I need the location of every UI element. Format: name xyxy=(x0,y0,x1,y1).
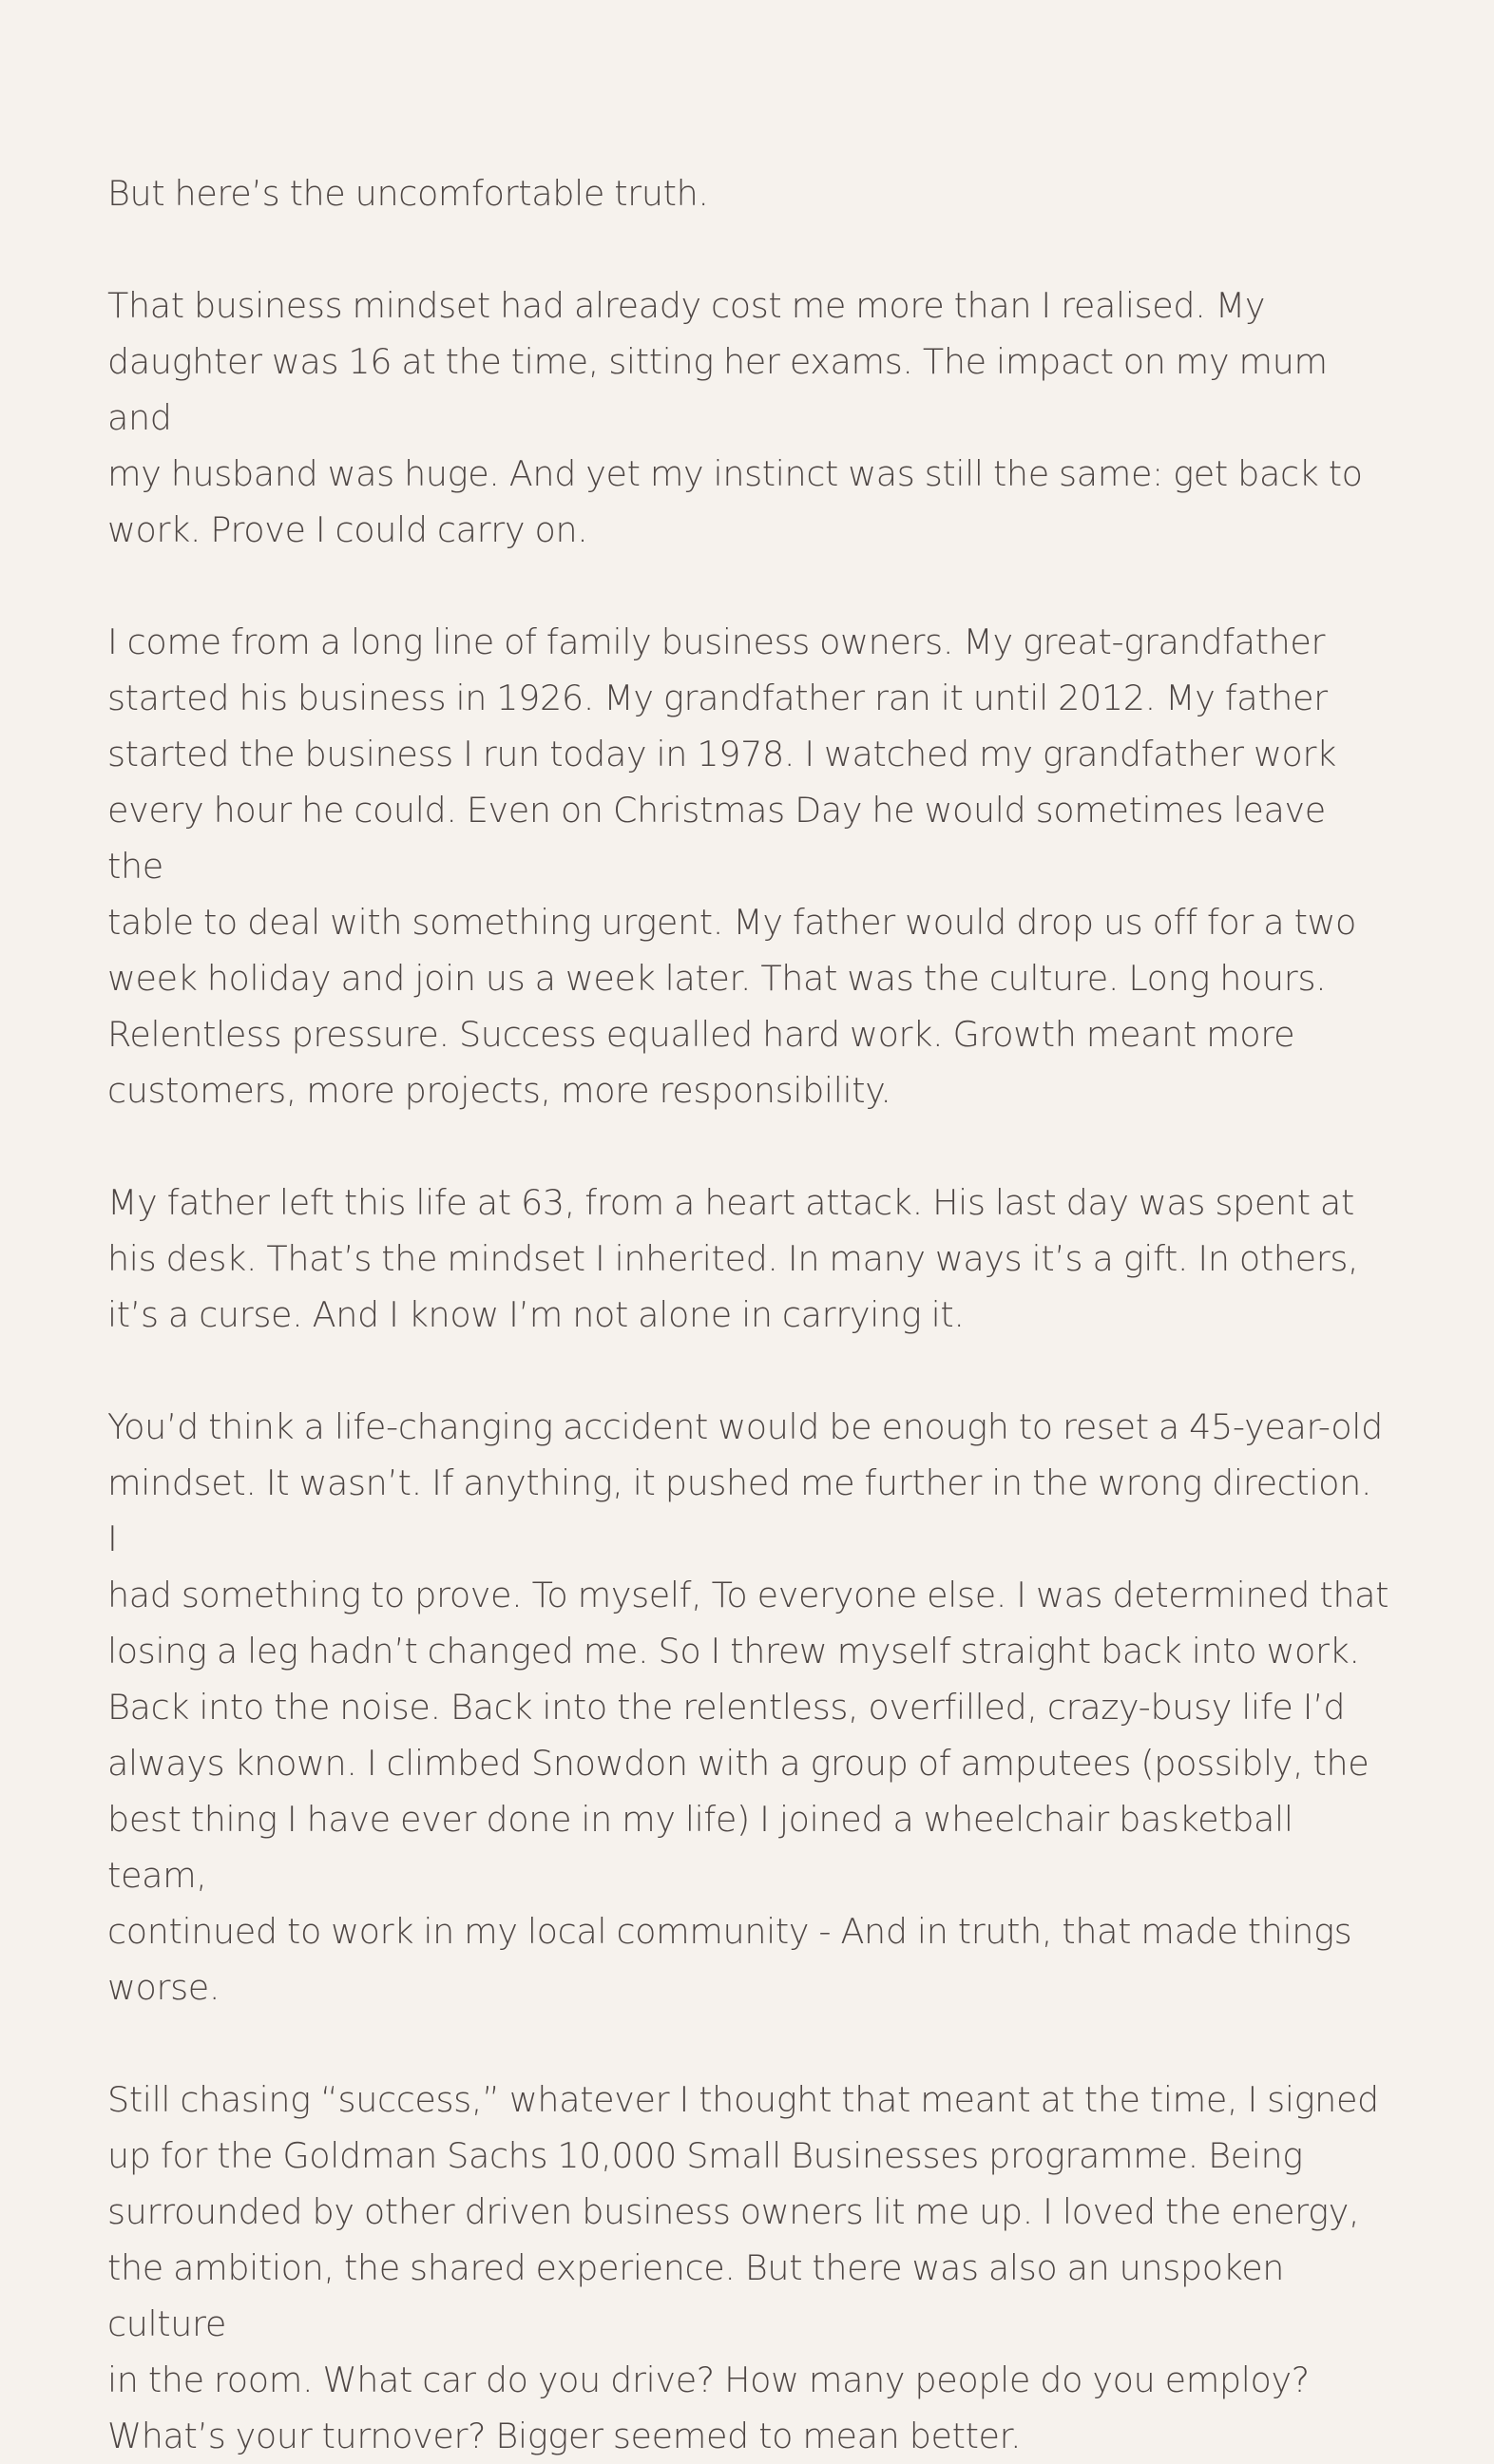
text-line: best thing I have ever done in my life) I joined a wheelchair basketball team, xyxy=(107,1799,1293,1896)
body-text xyxy=(107,165,1389,2464)
paragraph-family-business xyxy=(107,614,1389,1118)
text-line: Back into the noise. Back into the relentless, overfilled, crazy-busy life I’d xyxy=(107,1687,1346,1728)
text-line: You’d think a life-changing accident would be enough to reset a 45-year-old xyxy=(107,1406,1383,1447)
text-line: That business mindset had already cost me more than I realised. My xyxy=(107,285,1266,326)
text-line: every hour he could. Even on Christmas Day he would sometimes leave the xyxy=(107,790,1326,887)
text-line: work. Prove I could carry on. xyxy=(107,509,588,550)
text-line: my husband was huge. And yet my instinct was still the same: get back to xyxy=(107,453,1363,494)
text-line: it’s a curse. And I know I’m not alone in carrying it. xyxy=(107,1294,965,1335)
text-line: worse. xyxy=(107,1967,220,2008)
text-line: the ambition, the shared experience. But there was also an unspoken culture xyxy=(107,2247,1285,2344)
text-line: had something to prove. To myself, To everyone else. I was determined that xyxy=(107,1575,1389,1615)
text-line: My father left this life at 63, from a heart attack. His last day was spent at xyxy=(107,1182,1354,1223)
text-line: losing a leg hadn’t changed me. So I threw myself straight back into work. xyxy=(107,1631,1360,1671)
paragraph-uncomfortable-truth xyxy=(107,165,1389,221)
paragraph-father xyxy=(107,1175,1389,1343)
text-line: started the business I run today in 1978. I watched my grandfather work xyxy=(107,734,1336,774)
paragraph-business-mindset xyxy=(107,277,1389,558)
text-line: What’s your turnover? Bigger seemed to mean better. xyxy=(107,2416,1022,2456)
text-line: always known. I climbed Snowdon with a group of amputees (possibly, the xyxy=(107,1743,1370,1784)
text-line: customers, more projects, more responsibility. xyxy=(107,1070,891,1111)
text-line: continued to work in my local community - And in truth, that made things xyxy=(107,1911,1352,1952)
text-line: started his business in 1926. My grandfather ran it until 2012. My father xyxy=(107,678,1328,718)
text-line: in the room. What car do you drive? How many people do you employ? xyxy=(107,2359,1310,2400)
text-line: Relentless pressure. Success equalled hard work. Growth meant more xyxy=(107,1014,1295,1055)
text-line: table to deal with something urgent. My father would drop us off for a two xyxy=(107,902,1357,943)
text-line: surrounded by other driven business owners lit me up. I loved the energy, xyxy=(107,2191,1360,2232)
text-line: I come from a long line of family business owners. My great-grandfather xyxy=(107,621,1326,662)
text-line: up for the Goldman Sachs 10,000 Small Businesses programme. Being xyxy=(107,2135,1303,2176)
paragraph-accident xyxy=(107,1399,1389,2015)
text-line: But here’s the uncomfortable truth. xyxy=(107,173,709,214)
text-line: daughter was 16 at the time, sitting her exams. The impact on my mum and xyxy=(107,341,1328,438)
text-line: his desk. That’s the mindset I inherited. In many ways it’s a gift. In others, xyxy=(107,1238,1359,1279)
text-line: mindset. It wasn’t. If anything, it pushed me further in the wrong direction. I xyxy=(107,1462,1372,1559)
text-line: Still chasing “success,” whatever I thought that meant at the time, I signed xyxy=(107,2079,1379,2120)
text-line: week holiday and join us a week later. That was the culture. Long hours. xyxy=(107,958,1327,999)
paragraph-goldman-sachs xyxy=(107,2072,1389,2464)
